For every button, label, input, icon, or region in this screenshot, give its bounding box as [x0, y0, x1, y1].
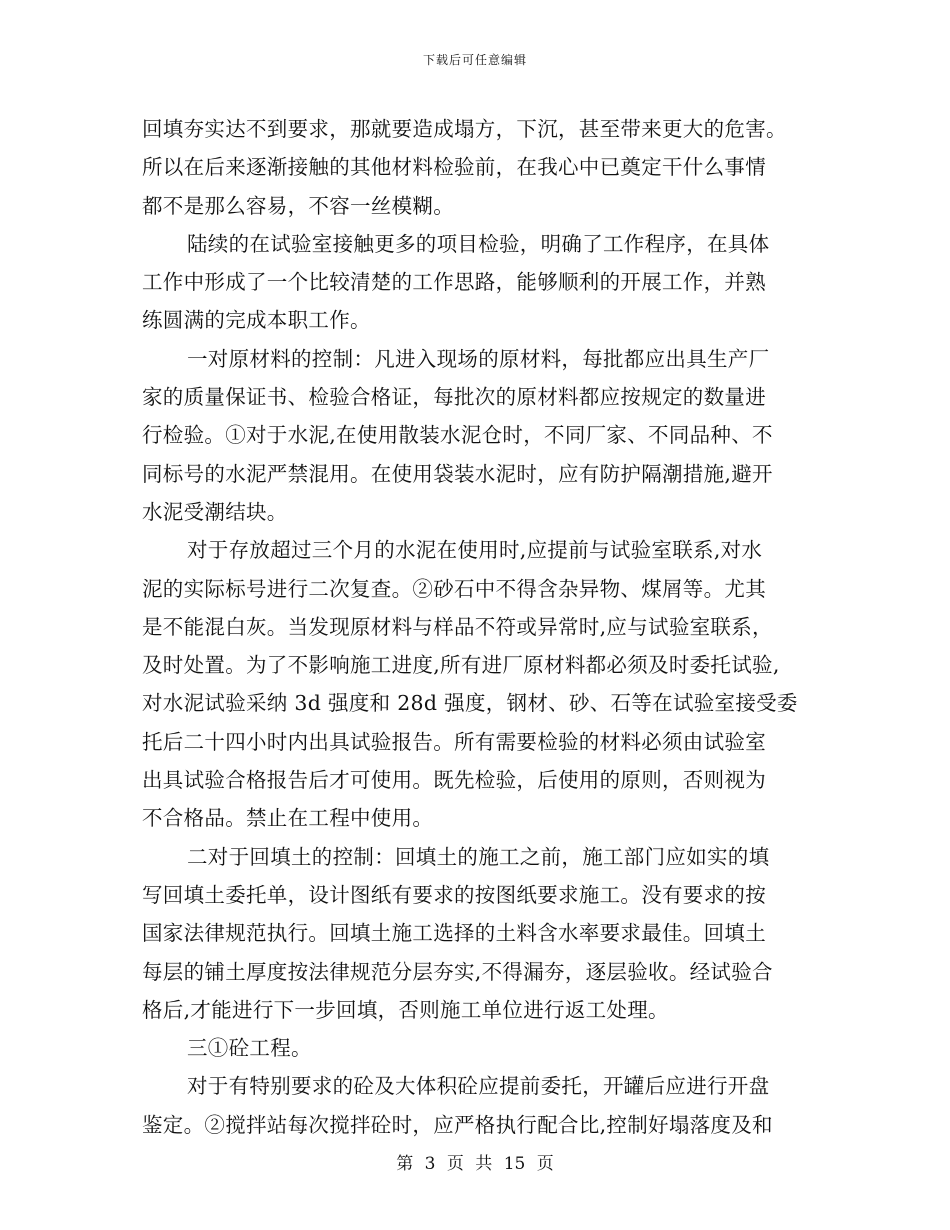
- text-line: 格后,才能进行下一步回填，否则施工单位进行返工处理。: [142, 997, 669, 1022]
- text-line: 国家法律规范执行。回填土施工选择的土料含水率要求最佳。回填土: [142, 921, 766, 946]
- text-line: 同标号的水泥严禁混用。在使用袋装水泥时，应有防护隔潮措施,避开: [142, 461, 773, 486]
- text-line: 泥的实际标号进行二次复查。②砂石中不得含杂异物、煤屑等。尤其: [142, 576, 766, 601]
- text-line: 所以在后来逐渐接触的其他材料检验前，在我心中已奠定干什么事情: [142, 155, 766, 180]
- paragraph-first-line: 三①砼工程。: [187, 1036, 312, 1061]
- text-line: 是不能混白灰。当发现原材料与样品不符或异常时,应与试验室联系，: [142, 614, 773, 639]
- text-line: 写回填土委托单，设计图纸有要求的按图纸要求施工。没有要求的按: [142, 882, 766, 907]
- text-line: 水泥受潮结块。: [142, 499, 288, 524]
- text-line: 及时处置。为了不影响施工进度,所有进厂原材料都必须及时委托试验,: [142, 653, 780, 678]
- text-line: 不合格品。禁止在工程中使用。: [142, 806, 434, 831]
- text-line: 每层的铺土厚度按法律规范分层夯实,不得漏夯，逐层验收。经试验合: [142, 959, 773, 984]
- paragraph-first-line: 二对于回填土的控制：回填土的施工之前，施工部门应如实的填: [187, 844, 770, 869]
- paragraph-first-line: 对于有特别要求的砼及大体积砼应提前委托，开罐后应进行开盘: [187, 1074, 770, 1099]
- paragraph-first-line: 一对原材料的控制：凡进入现场的原材料，每批都应出具生产厂: [187, 346, 770, 371]
- page-header: 下载后可任意编辑: [422, 53, 527, 67]
- paragraph-first-line: 对于存放超过三个月的水泥在使用时,应提前与试验室联系,对水: [187, 538, 763, 563]
- text-line: 家的质量保证书、检验合格证，每批次的原材料都应按规定的数量进: [142, 385, 766, 410]
- text-line: 都不是那么容易，不容一丝模糊。: [142, 193, 454, 218]
- text-line: 托后二十四小时内出具试验报告。所有需要检验的材料必须由试验室: [142, 729, 766, 754]
- document-body: [142, 110, 810, 1144]
- text-line: 对水泥试验采纳 3d 强度和 28d 强度，钢材、砂、石等在试验室接受委: [142, 691, 798, 716]
- text-line: 回填夯实达不到要求，那就要造成塌方，下沉，甚至带来更大的危害。: [142, 117, 787, 141]
- text-line: 出具试验合格报告后才可使用。既先检验，后使用的原则，否则视为: [142, 768, 766, 793]
- text-line: 行检验。①对于水泥,在使用散装水泥仓时，不同厂家、不同品种、不: [142, 423, 773, 448]
- page-footer: 第 3 页 共 15 页: [396, 1154, 554, 1174]
- text-line: 练圆满的完成本职工作。: [142, 308, 371, 333]
- text-line: 鉴定。②搅拌站每次搅拌砼时，应严格执行配合比,控制好塌落度及和: [142, 1112, 773, 1137]
- paragraph-first-line: 陆续的在试验室接触更多的项目检验，明确了工作程序，在具体: [187, 231, 770, 256]
- text-line: 工作中形成了一个比较清楚的工作思路，能够顺利的开展工作，并熟: [142, 270, 766, 295]
